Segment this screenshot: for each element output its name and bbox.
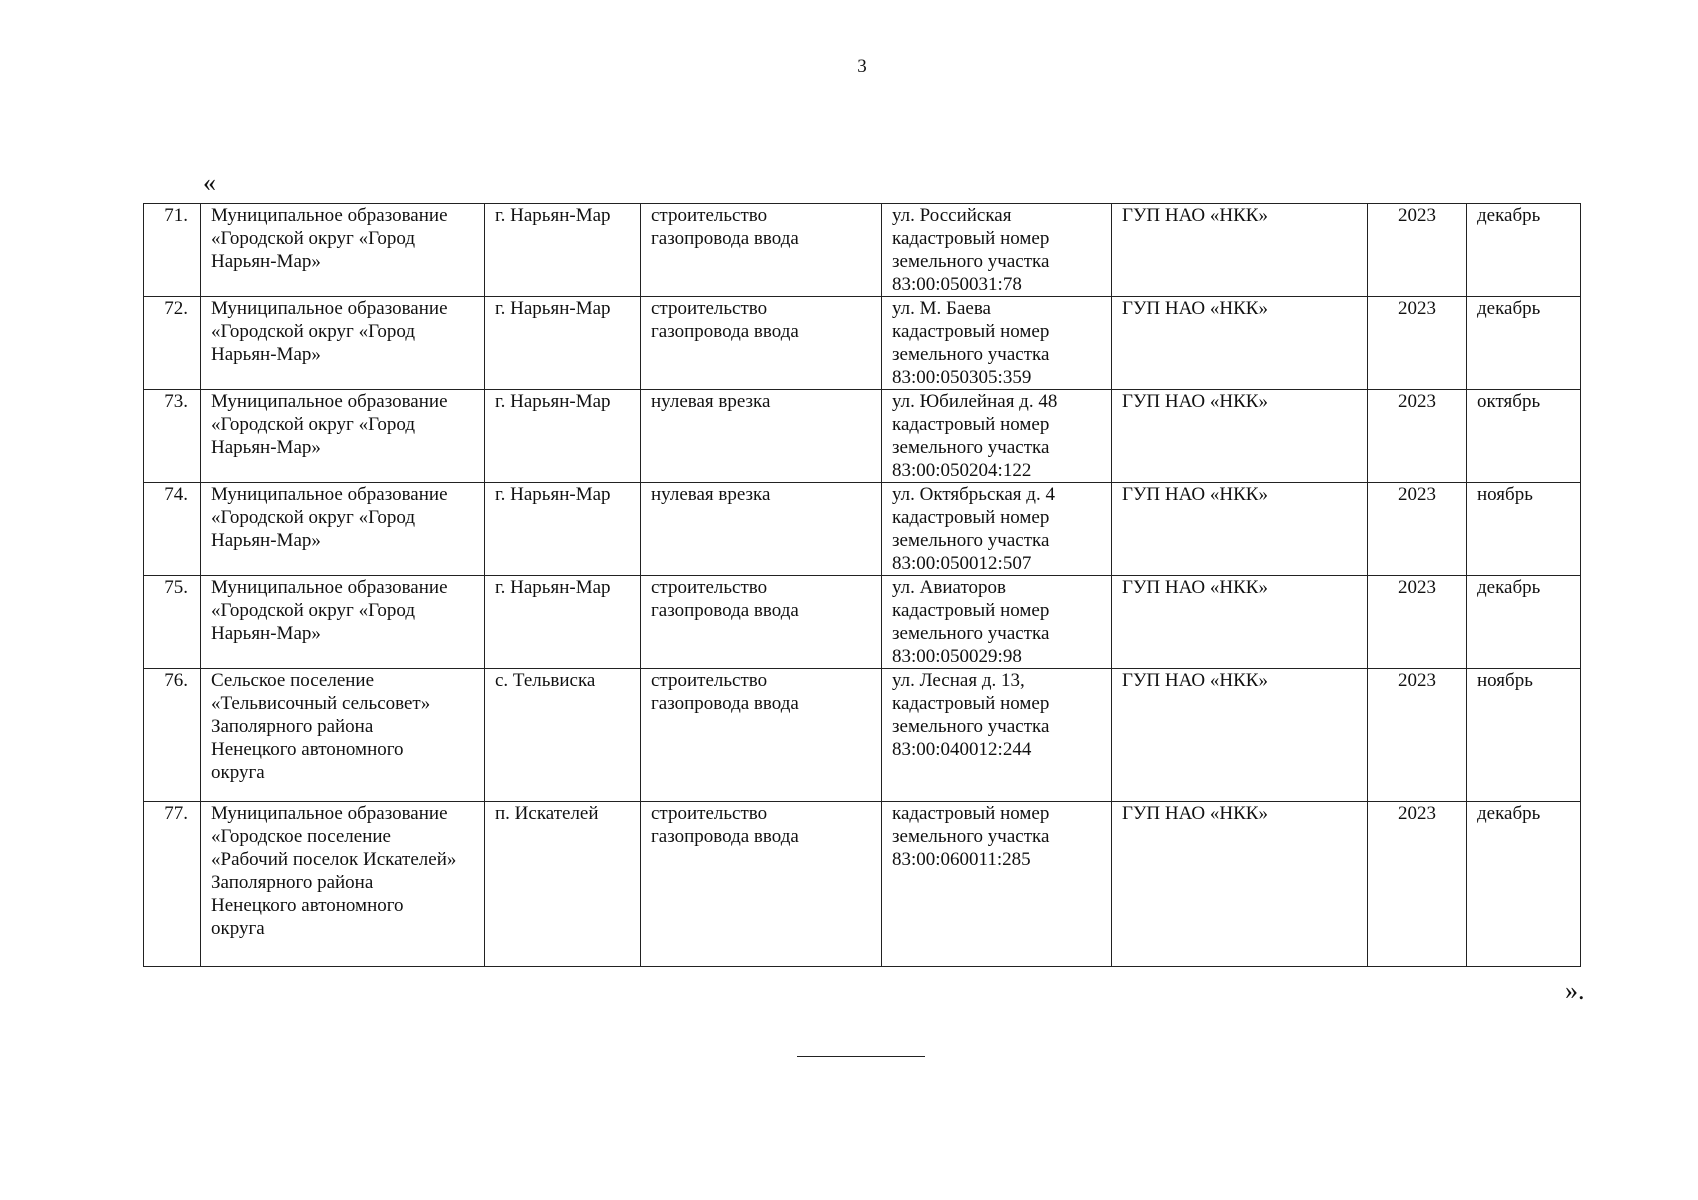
year-cell: 2023 <box>1368 390 1467 483</box>
table-row <box>144 669 1581 802</box>
settlement-cell: п. Искателей <box>485 802 641 967</box>
year-cell: 2023 <box>1368 802 1467 967</box>
registry-table <box>143 203 1581 967</box>
organization-cell: ГУП НАО «НКК» <box>1112 576 1368 669</box>
month-cell: октябрь <box>1467 390 1581 483</box>
address-cell <box>882 576 1112 669</box>
organization-cell: ГУП НАО «НКК» <box>1112 390 1368 483</box>
entity-text: Муниципальное образование «Городской округ «Город Нарьян-Мар» <box>211 298 448 365</box>
row-number-cell: 77. <box>144 802 201 967</box>
entity-text: Муниципальное образование «Городское поселение «Рабочий поселок Искателей» Заполярного района Ненецкого автономного округа <box>211 803 457 939</box>
month-cell: декабрь <box>1467 297 1581 390</box>
row-number-cell: 73. <box>144 390 201 483</box>
entity-text: Муниципальное образование «Городской округ «Город Нарьян-Мар» <box>211 205 448 272</box>
table-row <box>144 390 1581 483</box>
year-cell: 2023 <box>1368 669 1467 802</box>
address-text: ул. Лесная д. 13, кадастровый номер земельного участка 83:00:040012:244 <box>892 670 1050 760</box>
work-type-cell <box>641 576 882 669</box>
settlement-cell: г. Нарьян-Мар <box>485 390 641 483</box>
footer-divider <box>797 1056 925 1057</box>
table-row <box>144 576 1581 669</box>
row-number-cell: 74. <box>144 483 201 576</box>
settlement-cell: с. Тельвиска <box>485 669 641 802</box>
closing-quote-mark: ». <box>1565 976 1585 1005</box>
work-type-text: строительство газопровода ввода <box>651 577 799 621</box>
work-type-text: строительство газопровода ввода <box>651 298 799 342</box>
work-type-text: нулевая врезка <box>651 391 771 412</box>
address-text: ул. М. Баева кадастровый номер земельного участка 83:00:050305:359 <box>892 298 1050 388</box>
entity-cell <box>201 669 485 802</box>
entity-cell <box>201 297 485 390</box>
row-number-cell: 76. <box>144 669 201 802</box>
address-text: ул. Авиаторов кадастровый номер земельного участка 83:00:050029:98 <box>892 577 1050 667</box>
work-type-cell <box>641 390 882 483</box>
organization-cell: ГУП НАО «НКК» <box>1112 669 1368 802</box>
organization-cell: ГУП НАО «НКК» <box>1112 483 1368 576</box>
entity-cell <box>201 483 485 576</box>
opening-quote-mark: « <box>203 168 216 197</box>
entity-cell <box>201 802 485 967</box>
address-cell <box>882 390 1112 483</box>
month-cell: декабрь <box>1467 576 1581 669</box>
settlement-cell: г. Нарьян-Мар <box>485 297 641 390</box>
entity-cell <box>201 576 485 669</box>
settlement-cell: г. Нарьян-Мар <box>485 576 641 669</box>
work-type-cell <box>641 669 882 802</box>
work-type-text: строительство газопровода ввода <box>651 803 799 847</box>
organization-cell: ГУП НАО «НКК» <box>1112 297 1368 390</box>
page-number: 3 <box>857 56 867 77</box>
address-cell <box>882 802 1112 967</box>
year-cell: 2023 <box>1368 204 1467 297</box>
year-cell: 2023 <box>1368 483 1467 576</box>
table-row <box>144 297 1581 390</box>
organization-cell: ГУП НАО «НКК» <box>1112 802 1368 967</box>
work-type-cell <box>641 802 882 967</box>
year-cell: 2023 <box>1368 576 1467 669</box>
row-number-cell: 75. <box>144 576 201 669</box>
work-type-text: строительство газопровода ввода <box>651 205 799 249</box>
table-row <box>144 204 1581 297</box>
address-cell <box>882 483 1112 576</box>
registry-table-body <box>144 204 1581 967</box>
organization-cell: ГУП НАО «НКК» <box>1112 204 1368 297</box>
settlement-cell: г. Нарьян-Мар <box>485 204 641 297</box>
entity-text: Муниципальное образование «Городской округ «Город Нарьян-Мар» <box>211 391 448 458</box>
work-type-cell <box>641 297 882 390</box>
address-text: кадастровый номер земельного участка 83:00:060011:285 <box>892 803 1050 870</box>
row-number-cell: 72. <box>144 297 201 390</box>
month-cell: декабрь <box>1467 802 1581 967</box>
address-text: ул. Российская кадастровый номер земельного участка 83:00:050031:78 <box>892 205 1050 295</box>
row-number-cell: 71. <box>144 204 201 297</box>
month-cell: декабрь <box>1467 204 1581 297</box>
work-type-text: строительство газопровода ввода <box>651 670 799 714</box>
year-cell: 2023 <box>1368 297 1467 390</box>
address-cell <box>882 669 1112 802</box>
entity-text: Муниципальное образование «Городской округ «Город Нарьян-Мар» <box>211 577 448 644</box>
work-type-cell <box>641 204 882 297</box>
table-row <box>144 802 1581 967</box>
month-cell: ноябрь <box>1467 669 1581 802</box>
address-cell <box>882 204 1112 297</box>
address-text: ул. Октябрьская д. 4 кадастровый номер земельного участка 83:00:050012:507 <box>892 484 1055 574</box>
table-row <box>144 483 1581 576</box>
work-type-text: нулевая врезка <box>651 484 771 505</box>
address-cell <box>882 297 1112 390</box>
settlement-cell: г. Нарьян-Мар <box>485 483 641 576</box>
entity-text: Сельское поселение «Тельвисочный сельсовет» Заполярного района Ненецкого автономного округа <box>211 670 431 783</box>
entity-cell <box>201 390 485 483</box>
entity-text: Муниципальное образование «Городской округ «Город Нарьян-Мар» <box>211 484 448 551</box>
address-text: ул. Юбилейная д. 48 кадастровый номер земельного участка 83:00:050204:122 <box>892 391 1058 481</box>
work-type-cell <box>641 483 882 576</box>
month-cell: ноябрь <box>1467 483 1581 576</box>
entity-cell <box>201 204 485 297</box>
